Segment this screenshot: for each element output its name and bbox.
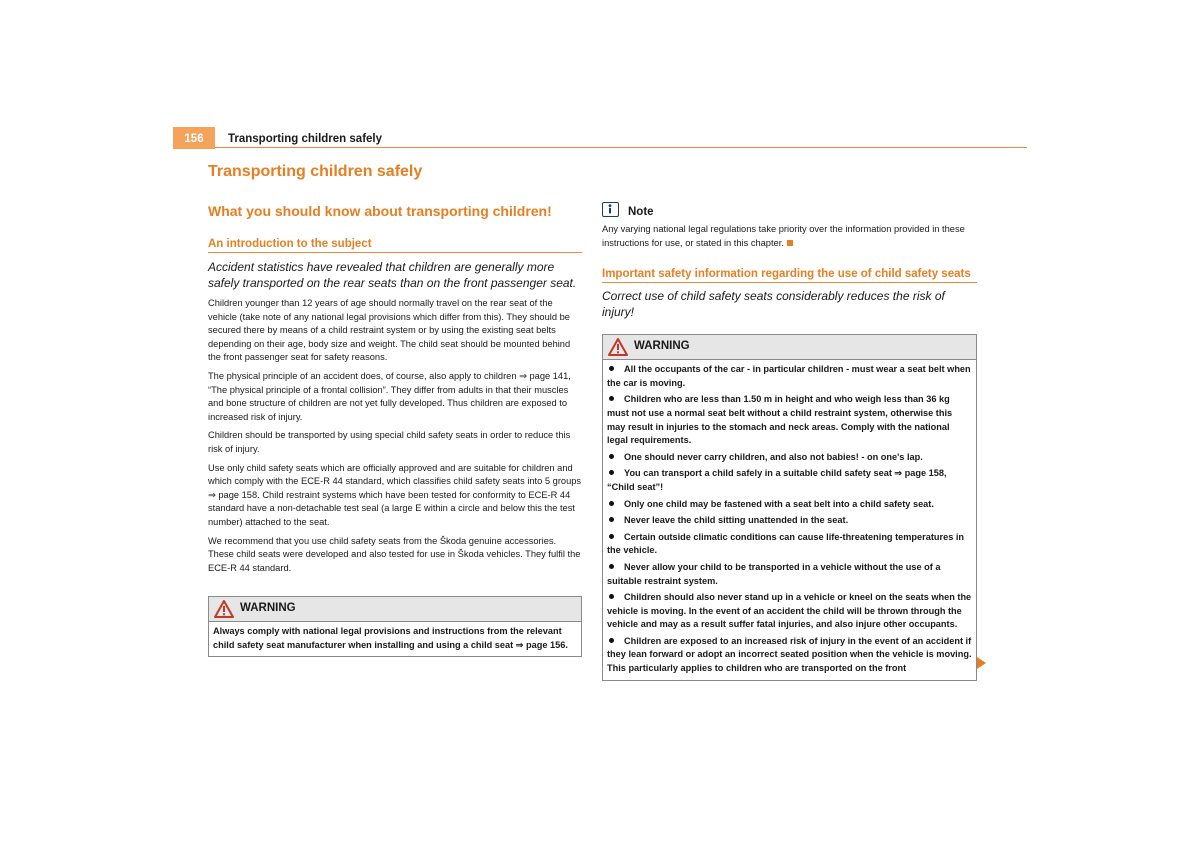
warning-item-text: One should never carry children, and also not babies! - on one's lap. <box>624 451 923 462</box>
left-column <box>208 163 582 657</box>
body-paragraph: Children should be transported by using special child safety seats in order to reduce this risk of injury. <box>208 430 571 454</box>
warning-item <box>607 451 972 465</box>
bullet-icon <box>609 638 614 643</box>
warning-item-text: You can transport a child safely in a suitable child safety seat ⇒ page 158, “Child seat”! <box>607 468 947 492</box>
bullet-icon <box>609 564 614 569</box>
bullet-icon <box>609 534 614 539</box>
warning-item-text: Never allow your child to be transported in a vehicle without the use of a suitable restraint system. <box>607 561 941 586</box>
warning-label: WARNING <box>634 340 690 353</box>
warning-item <box>607 467 972 494</box>
warning-header <box>209 597 581 622</box>
note-header <box>602 200 977 220</box>
bullet-icon <box>609 594 614 599</box>
warning-triangle-icon <box>608 338 628 356</box>
warning-item-text: Certain outside climatic conditions can cause life-threatening temperatures in the vehicle. <box>607 531 965 556</box>
bullet-icon <box>609 517 614 522</box>
info-icon <box>602 202 619 217</box>
running-title: Transporting children safely <box>228 133 383 145</box>
body-paragraph: Use only child safety seats which are officially approved and are suitable for children and which comply with the ECE-R 44 standard, which classifies child safety seats into 5 groups ⇒ page 158. Child restraint systems which have been tested for conformity to ECE-R 44 standard have a non-detachable test seal (a large E within a circle and below this the test number) attached to the seat. <box>208 462 582 527</box>
warning-item <box>607 531 972 558</box>
warning-item <box>607 498 972 512</box>
warning-list <box>603 360 976 679</box>
warning-item <box>607 363 972 390</box>
warning-header <box>603 335 976 360</box>
bullet-icon <box>609 470 614 475</box>
warning-item-text: Only one child may be fastened with a seat belt into a child safety seat. <box>624 498 934 509</box>
warning-item-text: Children who are less than 1.50 m in height and who weigh less than 36 kg must not use a normal seat belt without a child restraint system, otherwise this may result in injuries to the stomach and neck areas. Comply with the national legal requirements. <box>607 394 953 446</box>
right-column <box>602 200 977 681</box>
warning-item <box>607 591 972 632</box>
lead-text: Correct use of child safety seats considerably reduces the risk of injury! <box>602 289 945 319</box>
topic-heading: An introduction to the subject <box>208 238 582 253</box>
bullet-icon <box>609 454 614 459</box>
warning-item-text: Never leave the child sitting unattended in the seat. <box>624 515 849 526</box>
page-header <box>173 127 1027 149</box>
warning-text: Always comply with national legal provisions and instructions from the relevant child safety seat manufacturer when installing and using a child seat ⇒ page 156. <box>213 626 568 650</box>
chapter-heading: Transporting children safely <box>208 163 423 180</box>
warning-label: WARNING <box>240 602 296 615</box>
warning-item <box>607 561 972 588</box>
bullet-icon <box>609 501 614 506</box>
warning-box <box>208 596 582 657</box>
body-paragraph: We recommend that you use child safety seats from the Škoda genuine accessories. These child seats were developed and also tested for use in Škoda vehicles. They fulfil the ECE-R 44 standard. <box>208 535 581 573</box>
bullet-icon <box>609 366 614 371</box>
end-marker <box>787 240 793 246</box>
bullet-icon <box>609 396 614 401</box>
warning-triangle-icon <box>214 600 234 618</box>
header-rule <box>215 147 1027 148</box>
warning-item-text: Children should also never stand up in a vehicle or kneel on the seats when the vehicle is moving. In the event of an accident the child will be thrown through the vehicle and may as a result suffer fatal injuries, and also injure other occupants. <box>607 592 972 630</box>
section-heading: What you should know about transporting children! <box>208 203 552 219</box>
body-paragraph: Children younger than 12 years of age should normally travel on the rear seat of the vehicle (take note of any national legal provisions which differ from this). They should be secured there by means of a child restraint system or by using the existing seat belts depending on their age, body size and weight. The child seat should be mounted behind the front passenger seat for safety reasons. <box>208 298 571 363</box>
body-paragraph: The physical principle of an accident does, of course, also apply to children ⇒ page 141, “The physical principle of a frontal collision”. They differ from adults in that their muscles and bone structure of children are not yet fully developed. Thus children are exposed to increased risk of injury. <box>208 370 571 422</box>
lead-text: Accident statistics have revealed that children are generally more safely transported on the rear seats than on the front passenger seat. <box>208 260 577 290</box>
page-number: 156 <box>173 127 215 149</box>
note-label: Note <box>628 206 654 218</box>
topic-heading: Important safety information regarding the use of child safety seats <box>602 268 977 283</box>
warning-item <box>607 393 972 447</box>
warning-item <box>607 514 972 528</box>
note-text <box>602 223 977 250</box>
warning-box <box>602 334 977 680</box>
note-body: Any varying national legal regulations take priority over the information provided in these instructions for use, or stated in this chapter. <box>602 224 965 248</box>
continue-arrow-icon <box>977 657 986 669</box>
warning-item <box>607 635 972 676</box>
warning-item-text: All the occupants of the car - in particular children - must wear a seat belt when the car is moving. <box>607 364 971 388</box>
warning-item-text: Children are exposed to an increased risk of injury in the event of an accident if they lean forward or adopt an incorrect seated position when the vehicle is moving. This particularly applies to children who are transported on the front <box>607 635 972 674</box>
